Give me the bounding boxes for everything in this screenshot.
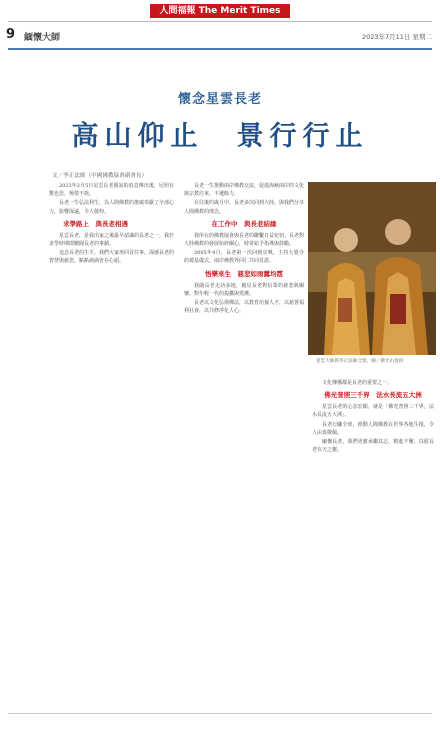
subheading: 求學路上 與長老相遇	[63, 219, 128, 228]
photo-caption: 星雲大師與李正法師合影。圖／佛光山提供	[316, 359, 404, 364]
page-header	[0, 24, 440, 54]
paragraph: 2023年2月5日星雲長老圓寂的消息傳出後，尼照有驚也悲，惋惜不捨。	[49, 183, 174, 198]
hero	[0, 60, 440, 170]
subheading: 悟樂來生 慈悲如雨露均霑	[205, 269, 283, 278]
paragraph: 長老行腳全球，推動人間佛教在世界各地生根，令人由衷敬佩。	[312, 421, 434, 436]
photo-illustration	[308, 182, 436, 355]
article-photo	[308, 182, 436, 355]
paragraph: 追念長老的生平，我們大家再回首往事，深感長老的智慧與慈悲，點點滴滴皆在心頭。	[49, 250, 175, 265]
article-byline: 文／李正法師（中國佛教協會副會長）	[52, 173, 148, 179]
paragraph: 我隨長老走訪多地，親見長老對信眾的慈悲與關懷，對年輕一代的提攜與愛護。	[184, 282, 304, 297]
paragraph: 文化傳播都是長老的重要之一。	[322, 380, 393, 386]
paragraph: 長老以文化弘揚佛法，以教育培養人才，以慈善福利社會，以共修淨化人心。	[184, 300, 305, 315]
paragraph: 我所在的佛教協會與長老的聯繫日益密切。長老對大陸佛教的發展始終關心，時常給予指導與鼓勵。	[184, 232, 305, 248]
paragraph: 長老一生弘法利生，為人間佛教的推廣奉獻了全部心力，影響深遠，令人敬仰。	[49, 200, 175, 215]
article-column-2	[184, 182, 304, 702]
page-number: 9	[6, 27, 16, 42]
masthead	[0, 0, 440, 22]
paragraph: 在往後的歲月中，長老多次回到大陸，與我們分享人間佛教的理念。	[184, 200, 305, 215]
masthead-rule	[8, 21, 432, 22]
article-kicker: 懷念星雲長老	[177, 92, 262, 107]
article-column-3	[312, 379, 434, 704]
article-column-1	[49, 182, 174, 702]
paragraph: 長老一生推動兩岸佛教交流，促進海峽兩岸的文化與宗教往來，不遺餘力。	[184, 183, 305, 198]
paragraph: 星雲長老，是我出家之後最早認識的長老之一。我於求學時期即聽聞長老的事蹟。	[49, 232, 175, 248]
subheading: 佛光普照三千界 法水長流五大洲	[324, 391, 422, 400]
footer-rule	[8, 713, 432, 714]
section-title: 緬懷大師	[24, 33, 61, 43]
article-headline: 高山仰止 景行行止	[71, 121, 369, 152]
dateline: 2023年7月11日 星期二	[361, 33, 432, 41]
masthead-brand: 人間福報 The Merit Times	[159, 6, 281, 16]
header-rule	[8, 48, 432, 50]
subheading: 在工作中 與長老結緣	[211, 219, 277, 228]
paragraph: 星雲長老的心念宏願，就是「佛光普照三千界，法水長流五大洲」。	[312, 404, 434, 419]
paragraph: 緬懷長老，我們更應承繼其志，精進不懈，以慰長老在天之靈。	[312, 439, 434, 454]
paragraph: 2005年4月，長老第一次回到宜興，主持大覺寺的奠基儀式，兩岸佛教界同仁共同見證。	[184, 250, 304, 265]
